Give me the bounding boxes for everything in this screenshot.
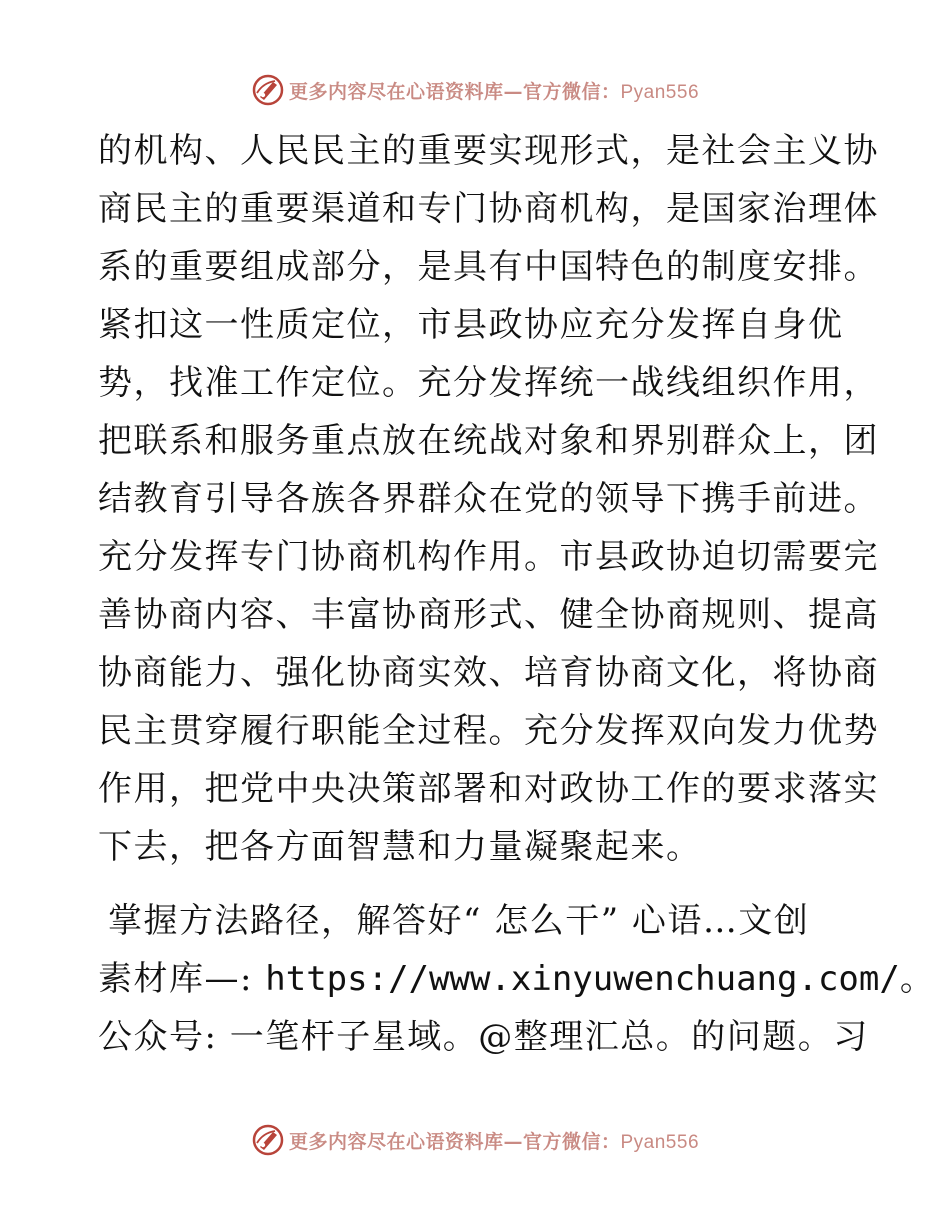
text-line: 商民主的重要渠道和专门协商机构，是国家治理体	[98, 189, 879, 229]
footer-watermark-text	[289, 1127, 699, 1154]
red-seal-logo-icon	[251, 73, 285, 107]
text-line: 的机构、人民民主的重要实现形式，是社会主义协	[98, 131, 879, 171]
text-line: 把联系和服务重点放在统战对象和界别群众上，团	[98, 421, 879, 461]
text-line: 下去，把各方面智慧和力量凝聚起来。	[98, 827, 702, 867]
text-line: 势，找准工作定位。充分发挥统一战线组织作用，	[98, 363, 879, 403]
link-prefix: 素材库—:	[98, 959, 266, 999]
paragraph-1	[98, 122, 879, 876]
text-line: 公众号: 一笔杆子星域。@整理汇总。的问题。习	[98, 1017, 869, 1057]
text-line: 作用，把党中央决策部署和对政协工作的要求落实	[98, 769, 879, 809]
footer-watermark	[0, 1120, 950, 1160]
website-url[interactable]: https://www.xinyuwenchuang.com/	[265, 959, 900, 999]
text-line: 民主贯穿履行职能全过程。充分发挥双向发力优势	[98, 711, 879, 751]
text-line: 紧扣这一性质定位，市县政协应充分发挥自身优	[98, 305, 844, 345]
footer-watermark-cn: 更多内容尽在心语资料库—官方微信：	[288, 1130, 621, 1153]
section-heading-line: 掌握方法路径，解答好“ 怎么干” 心语…文创	[108, 901, 810, 941]
header-watermark-wechat-id: Pyan556	[620, 81, 700, 103]
header-watermark-text	[289, 77, 699, 104]
footer-watermark-wechat-id: Pyan556	[620, 1131, 700, 1153]
header-watermark	[0, 70, 950, 110]
red-seal-logo-icon	[251, 1123, 285, 1157]
text-line-with-link	[98, 950, 936, 1008]
text-line: 结教育引导各族各界群众在党的领导下携手前进。	[98, 479, 879, 519]
text-line: 充分发挥专门协商机构作用。市县政协迫切需要完	[98, 537, 879, 577]
text-line: 系的重要组成部分，是具有中国特色的制度安排。	[98, 247, 879, 287]
link-suffix: 。	[899, 959, 936, 999]
body-text	[98, 122, 936, 1066]
text-line: 协商能力、强化协商实效、培育协商文化，将协商	[98, 653, 879, 693]
header-watermark-cn: 更多内容尽在心语资料库—官方微信：	[288, 80, 621, 103]
text-line: 善协商内容、丰富协商形式、健全协商规则、提高	[98, 595, 879, 635]
paragraph-2	[98, 892, 936, 1066]
